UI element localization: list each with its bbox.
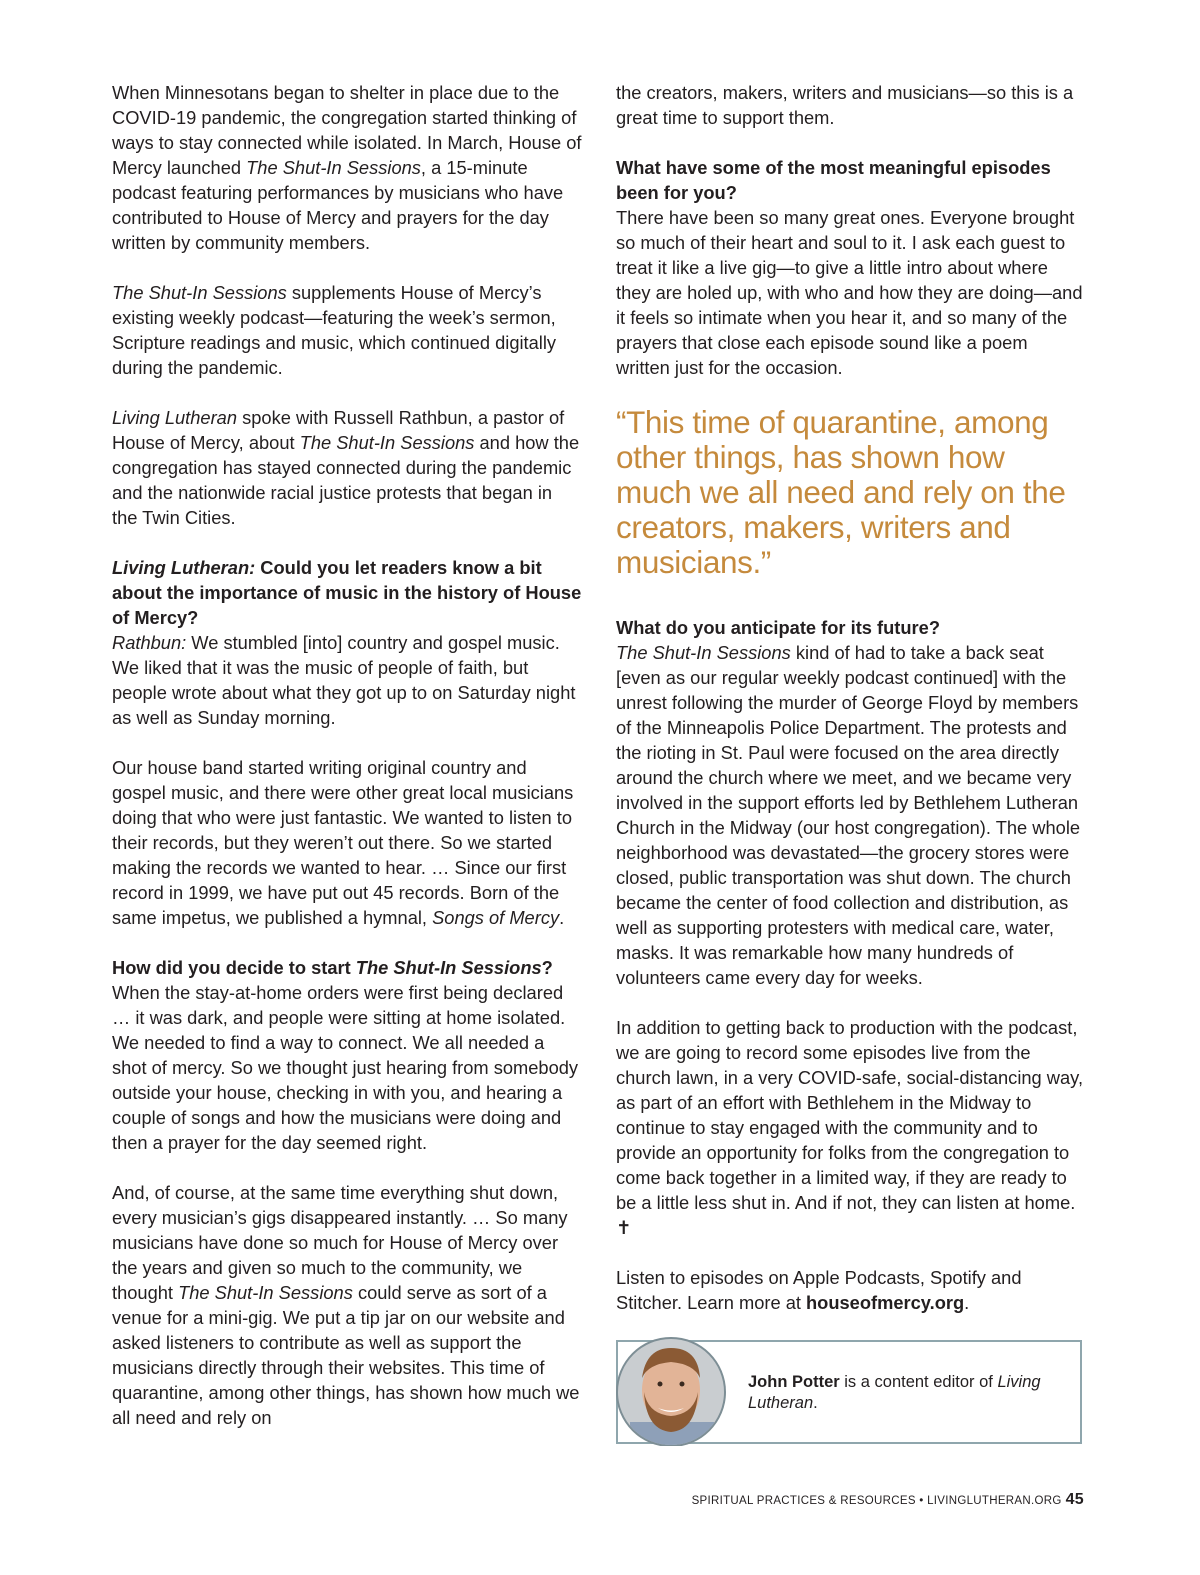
question-4: What do you anticipate for its future? bbox=[616, 617, 940, 638]
question-answer-1: Living Lutheran: Could you let readers know a bit about the importance of music in the history of House of Mercy? Rathbun: We stumbled [into] country and gospel music. We liked that it was the music of people of faith, but people wrote about what they got up to on Saturday night as well as Sunday morning. bbox=[112, 557, 582, 728]
continuation-paragraph: the creators, makers, writers and musicians—so this is a great time to support them. bbox=[616, 82, 1074, 128]
question-2: How did you decide to start The Shut-In Sessions? bbox=[112, 957, 553, 978]
musicians-paragraph: And, of course, at the same time everything shut down, every musician’s gigs disappeared instantly. … So many musicians have done so much for House of Mercy over the years and given so much to the community, we thought The Shut-In Sessions could serve as sort of a venue for a mini-gig. We put a tip jar on our website and asked listeners to contribute as well as support the musicians directly through their websites. This time of quarantine, among other things, has shown how much we all need and rely on bbox=[112, 1182, 580, 1428]
right-column bbox=[616, 80, 1086, 1340]
question-answer-2: How did you decide to start The Shut-In Sessions? When the stay-at-home orders were first being declared … it was dark, and people were sitting at home isolated. We needed to find a way to connect. We all needed a shot of mercy. So we thought just hearing from somebody outside your house, checking in with you, and hearing a couple of songs and how the musicians were doing and then a prayer for the day seemed right. bbox=[112, 955, 582, 1155]
question-answer-3: What have some of the most meaningful episodes been for you? There have been so many great ones. Everyone brought so much of their heart and soul to it. I ask each guest to treat it like a live gig—to give a little intro about where they are holed up, with who and how they are doing—and it feels so intimate when you hear it, and so many of the prayers that close each episode sound like a poem written just for the occasion. bbox=[616, 155, 1086, 380]
question-3: What have some of the most meaningful episodes been for you? bbox=[616, 157, 1051, 203]
footer-section: SPIRITUAL PRACTICES & RESOURCES • LIVINGLUTHERAN.ORG bbox=[691, 1495, 1062, 1507]
interview-intro-paragraph: Living Lutheran spoke with Russell Rathbun, a pastor of House of Mercy, about The Shut-In Sessions and how the congregation has stayed connected during the pandemic and the nationwide racial justice protests that began in the Twin Cities. bbox=[112, 407, 580, 528]
future-paragraph: In addition to getting back to production with the podcast, we are going to record some episodes live from the church lawn, in a very COVID-safe, social-distancing way, as part of an effort with Bethlehem in the Midway to continue to stay engaged with the community and to provide an opportunity for folks from the congregation to come back together in a limited way, if they are ready to be a little less shut in. And if not, they can listen at home. ✝ bbox=[616, 1017, 1084, 1238]
question-1: Living Lutheran: Could you let readers know a bit about the importance of music in the history of House of Mercy? bbox=[112, 557, 582, 628]
page-number: 45 bbox=[1065, 1491, 1084, 1508]
question-answer-4: What do you anticipate for its future? The Shut-In Sessions kind of had to take a back seat [even as our regular weekly podcast continued] with the unrest following the murder of George Floyd by members of the Minneapolis Police Department. The protests and the rioting in St. Paul were focused on the area directly around the church where we meet, and we became very involved in the support efforts led by Bethlehem Lutheran Church in the Midway (our host congregation). The whole neighborhood was devastated—the grocery stores were closed, public transportation was shut down. The church became the center of food collection and distribution, as well as supporting protesters with medical care, water, masks. It was remarkable how many hundreds of volunteers came every day for weeks. bbox=[616, 615, 1086, 990]
podcast-paragraph: The Shut-In Sessions supplements House of Mercy’s existing weekly podcast—featuring the week’s sermon, Scripture readings and music, which continued digitally during the pandemic. bbox=[112, 282, 557, 378]
house-band-paragraph: Our house band started writing original country and gospel music, and there were other great local musicians doing that who were just fantastic. We wanted to listen to their records, but they weren’t out there. So we started making the records we wanted to hear. … Since our first record in 1999, we have put out 45 records. Born of the same impetus, we published a hymnal, Songs of Mercy. bbox=[112, 757, 574, 928]
page-footer bbox=[692, 1491, 1084, 1509]
author-bio: John Potter is a content editor of Living Lutheran. bbox=[748, 1373, 1041, 1412]
listen-paragraph: Listen to episodes on Apple Podcasts, Spotify and Stitcher. Learn more at houseofmercy.org. bbox=[616, 1267, 1022, 1313]
cross-end-mark-icon: ✝ bbox=[616, 1217, 632, 1238]
left-column bbox=[112, 80, 582, 1455]
author-avatar bbox=[0, 1334, 1200, 1446]
website-link[interactable]: houseofmercy.org bbox=[806, 1292, 965, 1313]
intro-paragraph: When Minnesotans began to shelter in place due to the COVID-19 pandemic, the congregation started thinking of ways to stay connected while isolated. In March, House of Mercy launched The Shut-In Sessions, a 15-minute podcast featuring performances by musicians who have contributed to House of Mercy and prayers for the day written by community members. bbox=[112, 82, 582, 253]
pull-quote: “This time of quarantine, among other things, has shown how much we all need and rely on the creators, makers, writers and musicians.” bbox=[616, 404, 1066, 580]
